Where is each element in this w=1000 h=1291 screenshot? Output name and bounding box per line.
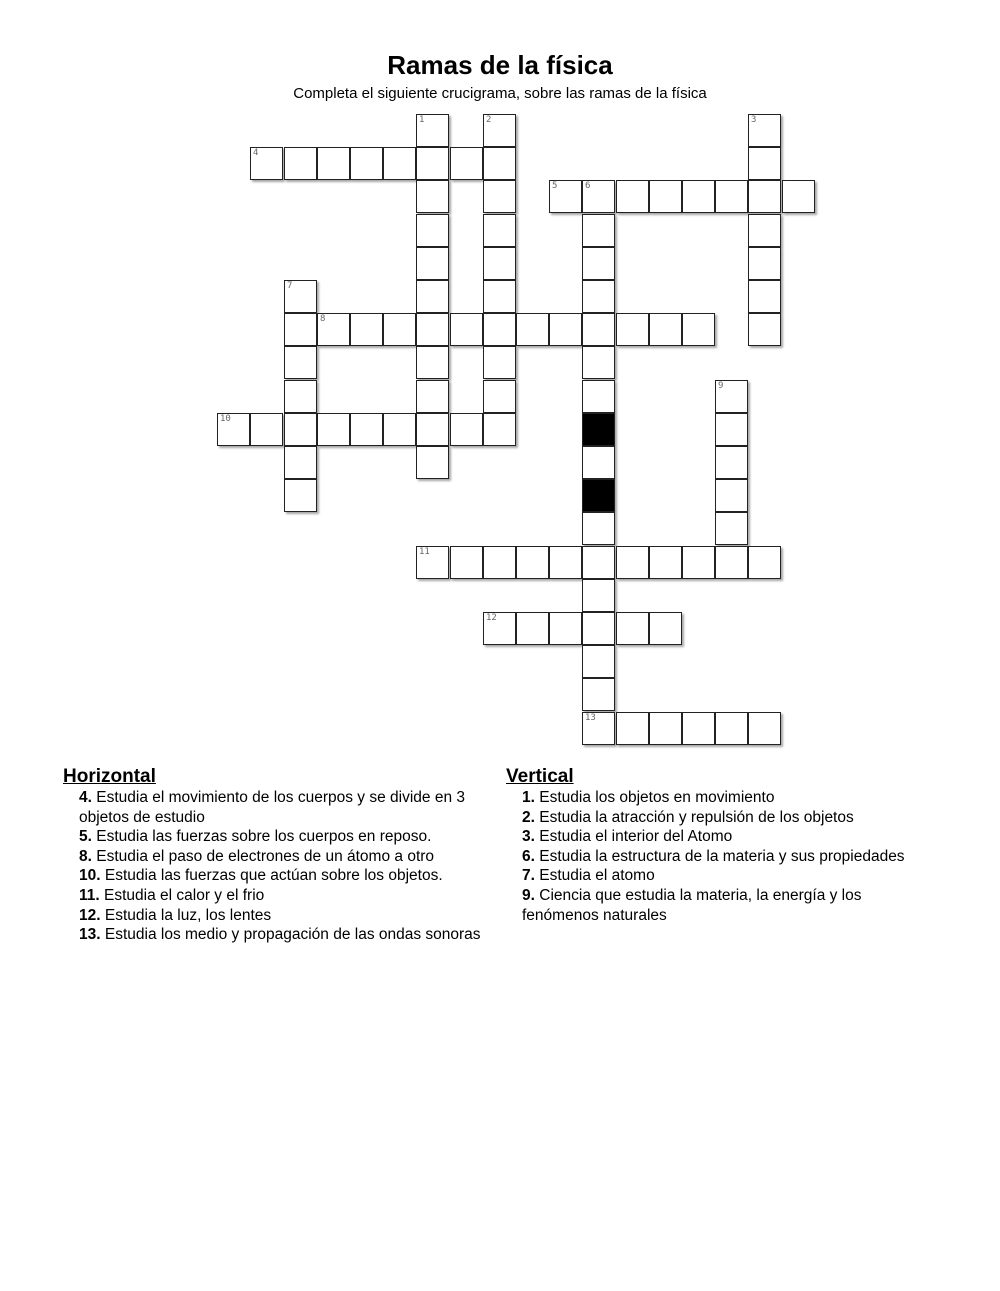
crossword-cell[interactable]: [350, 413, 383, 446]
crossword-cell[interactable]: [383, 413, 416, 446]
crossword-cell[interactable]: [649, 612, 682, 645]
crossword-cell[interactable]: [682, 546, 715, 579]
crossword-cell[interactable]: [616, 180, 649, 213]
crossword-cell-7[interactable]: [284, 280, 317, 313]
crossword-cell[interactable]: [582, 214, 615, 247]
black-cell: [582, 413, 615, 446]
crossword-cell[interactable]: [416, 380, 449, 413]
crossword-cell[interactable]: [516, 546, 549, 579]
crossword-cell[interactable]: [549, 612, 582, 645]
clue-text: Estudia la luz, los lentes: [104, 906, 272, 924]
cell-number: 11: [419, 547, 430, 557]
clue-text: Estudia los medio y propagación de las ondas sonoras: [104, 926, 481, 944]
crossword-cell-2[interactable]: [483, 114, 516, 147]
crossword-cell[interactable]: [350, 147, 383, 180]
crossword-cell[interactable]: [483, 546, 516, 579]
cell-number: 5: [552, 181, 558, 191]
crossword-cell[interactable]: [715, 712, 748, 745]
clue-text: Estudia el paso de electrones de un átomo a otro: [96, 847, 435, 865]
crossword-cell[interactable]: [649, 180, 682, 213]
clue-text: Estudia el interior del Atomo: [539, 828, 733, 846]
clue-horizontal-13: [63, 925, 503, 945]
crossword-cell[interactable]: [748, 313, 781, 346]
cell-number: 7: [287, 281, 293, 291]
crossword-cell[interactable]: [483, 313, 516, 346]
crossword-cell[interactable]: [715, 479, 748, 512]
crossword-cell-6[interactable]: [582, 180, 615, 213]
crossword-cell[interactable]: [383, 313, 416, 346]
crossword-cell[interactable]: [748, 180, 781, 213]
crossword-cell[interactable]: [582, 313, 615, 346]
crossword-cell[interactable]: [284, 147, 317, 180]
clue-vertical-6: [506, 847, 926, 867]
crossword-cell[interactable]: [582, 645, 615, 678]
crossword-cell[interactable]: [616, 313, 649, 346]
crossword-cell[interactable]: [383, 147, 416, 180]
clue-vertical-7: [506, 866, 926, 886]
crossword-cell-8[interactable]: [317, 313, 350, 346]
crossword-cell[interactable]: [416, 346, 449, 379]
crossword-cell[interactable]: [748, 280, 781, 313]
crossword-cell[interactable]: [483, 380, 516, 413]
clue-horizontal-11: [63, 886, 503, 906]
crossword-cell[interactable]: [715, 546, 748, 579]
crossword-cell[interactable]: [582, 280, 615, 313]
clue-vertical-1: [506, 788, 926, 808]
cell-number: 6: [585, 181, 591, 191]
crossword-cell[interactable]: [616, 546, 649, 579]
crossword-cell[interactable]: [483, 147, 516, 180]
cell-number: 9: [718, 381, 724, 391]
crossword-cell-5[interactable]: [549, 180, 582, 213]
crossword-cell-9[interactable]: [715, 380, 748, 413]
crossword-cell[interactable]: [450, 413, 483, 446]
crossword-cell[interactable]: [582, 612, 615, 645]
crossword-cell[interactable]: [549, 546, 582, 579]
cell-number: 2: [486, 115, 492, 125]
crossword-cell[interactable]: [582, 546, 615, 579]
crossword-cell[interactable]: [582, 346, 615, 379]
crossword-cell[interactable]: [416, 180, 449, 213]
clue-number: 3.: [522, 828, 535, 846]
crossword-cell[interactable]: [483, 346, 516, 379]
crossword-cell[interactable]: [582, 247, 615, 280]
crossword-cell[interactable]: [284, 413, 317, 446]
crossword-cell[interactable]: [748, 147, 781, 180]
crossword-cell[interactable]: [483, 280, 516, 313]
crossword-cell[interactable]: [549, 313, 582, 346]
clue-number: 8.: [79, 847, 92, 865]
crossword-cell[interactable]: [416, 413, 449, 446]
horizontal-clues: [63, 766, 503, 945]
crossword-cell[interactable]: [250, 413, 283, 446]
clue-number: 1.: [522, 789, 535, 806]
crossword-cell[interactable]: [715, 180, 748, 213]
crossword-cell[interactable]: [782, 180, 815, 213]
clue-vertical-9: [506, 886, 926, 925]
crossword-cell[interactable]: [483, 180, 516, 213]
page-title: Ramas de la física: [387, 50, 613, 80]
crossword-cell[interactable]: [715, 446, 748, 479]
crossword-cell[interactable]: [416, 247, 449, 280]
clue-number: 7.: [522, 867, 535, 885]
crossword-cell[interactable]: [616, 712, 649, 745]
crossword-cell[interactable]: [416, 214, 449, 247]
cell-number: 8: [320, 314, 326, 324]
clue-number: 5.: [79, 828, 92, 846]
crossword-cell[interactable]: [582, 678, 615, 711]
black-cell: [582, 479, 615, 512]
clue-vertical-2: [506, 808, 926, 828]
vertical-clues: [506, 766, 926, 925]
crossword-cell[interactable]: [649, 313, 682, 346]
crossword-cell[interactable]: [284, 313, 317, 346]
crossword-cell[interactable]: [416, 147, 449, 180]
clue-number: 10.: [79, 867, 101, 885]
crossword-cell[interactable]: [416, 313, 449, 346]
crossword-cell[interactable]: [748, 546, 781, 579]
clue-text: Estudia la estructura de la materia y sus propiedades: [539, 847, 905, 865]
crossword-cell[interactable]: [616, 612, 649, 645]
clue-horizontal-5: [63, 827, 503, 847]
clue-horizontal-4: [63, 788, 503, 827]
clue-vertical-3: [506, 827, 926, 847]
crossword-cell[interactable]: [748, 712, 781, 745]
crossword-cell[interactable]: [450, 147, 483, 180]
crossword-cell-10[interactable]: [217, 413, 250, 446]
crossword-cell[interactable]: [350, 313, 383, 346]
cell-number: 4: [253, 148, 259, 158]
crossword-cell[interactable]: [516, 313, 549, 346]
clue-number: 12.: [79, 906, 101, 924]
clue-text: Ciencia que estudia la materia, la energía y los fenómenos naturales: [522, 886, 862, 924]
cell-number: 1: [419, 115, 425, 125]
crossword-cell[interactable]: [483, 214, 516, 247]
crossword-cell[interactable]: [715, 512, 748, 545]
crossword-cell[interactable]: [649, 546, 682, 579]
clue-number: 6.: [522, 847, 535, 865]
clue-number: 13.: [79, 926, 101, 944]
cell-number: 10: [220, 414, 231, 424]
clue-text: Estudia el movimiento de los cuerpos y se divide en 3 objetos de estudio: [79, 789, 466, 826]
crossword-cell[interactable]: [748, 214, 781, 247]
crossword-cell[interactable]: [516, 612, 549, 645]
crossword-cell[interactable]: [682, 313, 715, 346]
crossword-cell-12[interactable]: [483, 612, 516, 645]
crossword-cell[interactable]: [582, 380, 615, 413]
cell-number: 3: [751, 115, 757, 125]
clue-text: Estudia el atomo: [539, 867, 655, 885]
page-subtitle: Completa el siguiente crucigrama, sobre las ramas de la física: [293, 85, 707, 102]
vertical-heading: Vertical: [506, 766, 574, 787]
crossword-cell[interactable]: [483, 413, 516, 446]
clue-number: 11.: [79, 886, 100, 904]
cell-number: 12: [486, 613, 497, 623]
crossword-cell[interactable]: [582, 579, 615, 612]
crossword-cell-1[interactable]: [416, 114, 449, 147]
clue-number: 9.: [522, 886, 535, 904]
crossword-cell[interactable]: [284, 346, 317, 379]
clue-number: 4.: [79, 789, 92, 806]
crossword-cell[interactable]: [284, 380, 317, 413]
cell-number: 13: [585, 713, 596, 723]
crossword-cell[interactable]: [284, 479, 317, 512]
crossword-cell[interactable]: [483, 247, 516, 280]
crossword-cell-3[interactable]: [748, 114, 781, 147]
crossword-cell-11[interactable]: [416, 546, 449, 579]
clue-text: Estudia las fuerzas sobre los cuerpos en reposo.: [96, 828, 432, 846]
clue-text: Estudia el calor y el frio: [104, 886, 265, 904]
clue-horizontal-10: [63, 866, 503, 886]
crossword-cell[interactable]: [317, 413, 350, 446]
clue-horizontal-8: [63, 847, 503, 867]
crossword-cell[interactable]: [450, 546, 483, 579]
crossword-cell[interactable]: [582, 446, 615, 479]
clue-text: Estudia los objetos en movimiento: [539, 789, 775, 806]
crossword-cell[interactable]: [748, 247, 781, 280]
crossword-cell[interactable]: [317, 147, 350, 180]
clue-horizontal-12: [63, 906, 503, 926]
crossword-cell[interactable]: [284, 446, 317, 479]
clue-text: Estudia la atracción y repulsión de los objetos: [539, 808, 854, 826]
crossword-cell-13[interactable]: [582, 712, 615, 745]
crossword-cell-4[interactable]: [250, 147, 283, 180]
clue-text: Estudia las fuerzas que actúan sobre los objetos.: [104, 867, 443, 885]
clue-number: 2.: [522, 808, 535, 826]
crossword-cell[interactable]: [649, 712, 682, 745]
horizontal-heading: Horizontal: [63, 766, 156, 787]
crossword-cell[interactable]: [416, 280, 449, 313]
crossword-cell[interactable]: [582, 512, 615, 545]
crossword-cell[interactable]: [682, 180, 715, 213]
crossword-cell[interactable]: [682, 712, 715, 745]
crossword-cell[interactable]: [715, 413, 748, 446]
crossword-cell[interactable]: [450, 313, 483, 346]
crossword-cell[interactable]: [416, 446, 449, 479]
